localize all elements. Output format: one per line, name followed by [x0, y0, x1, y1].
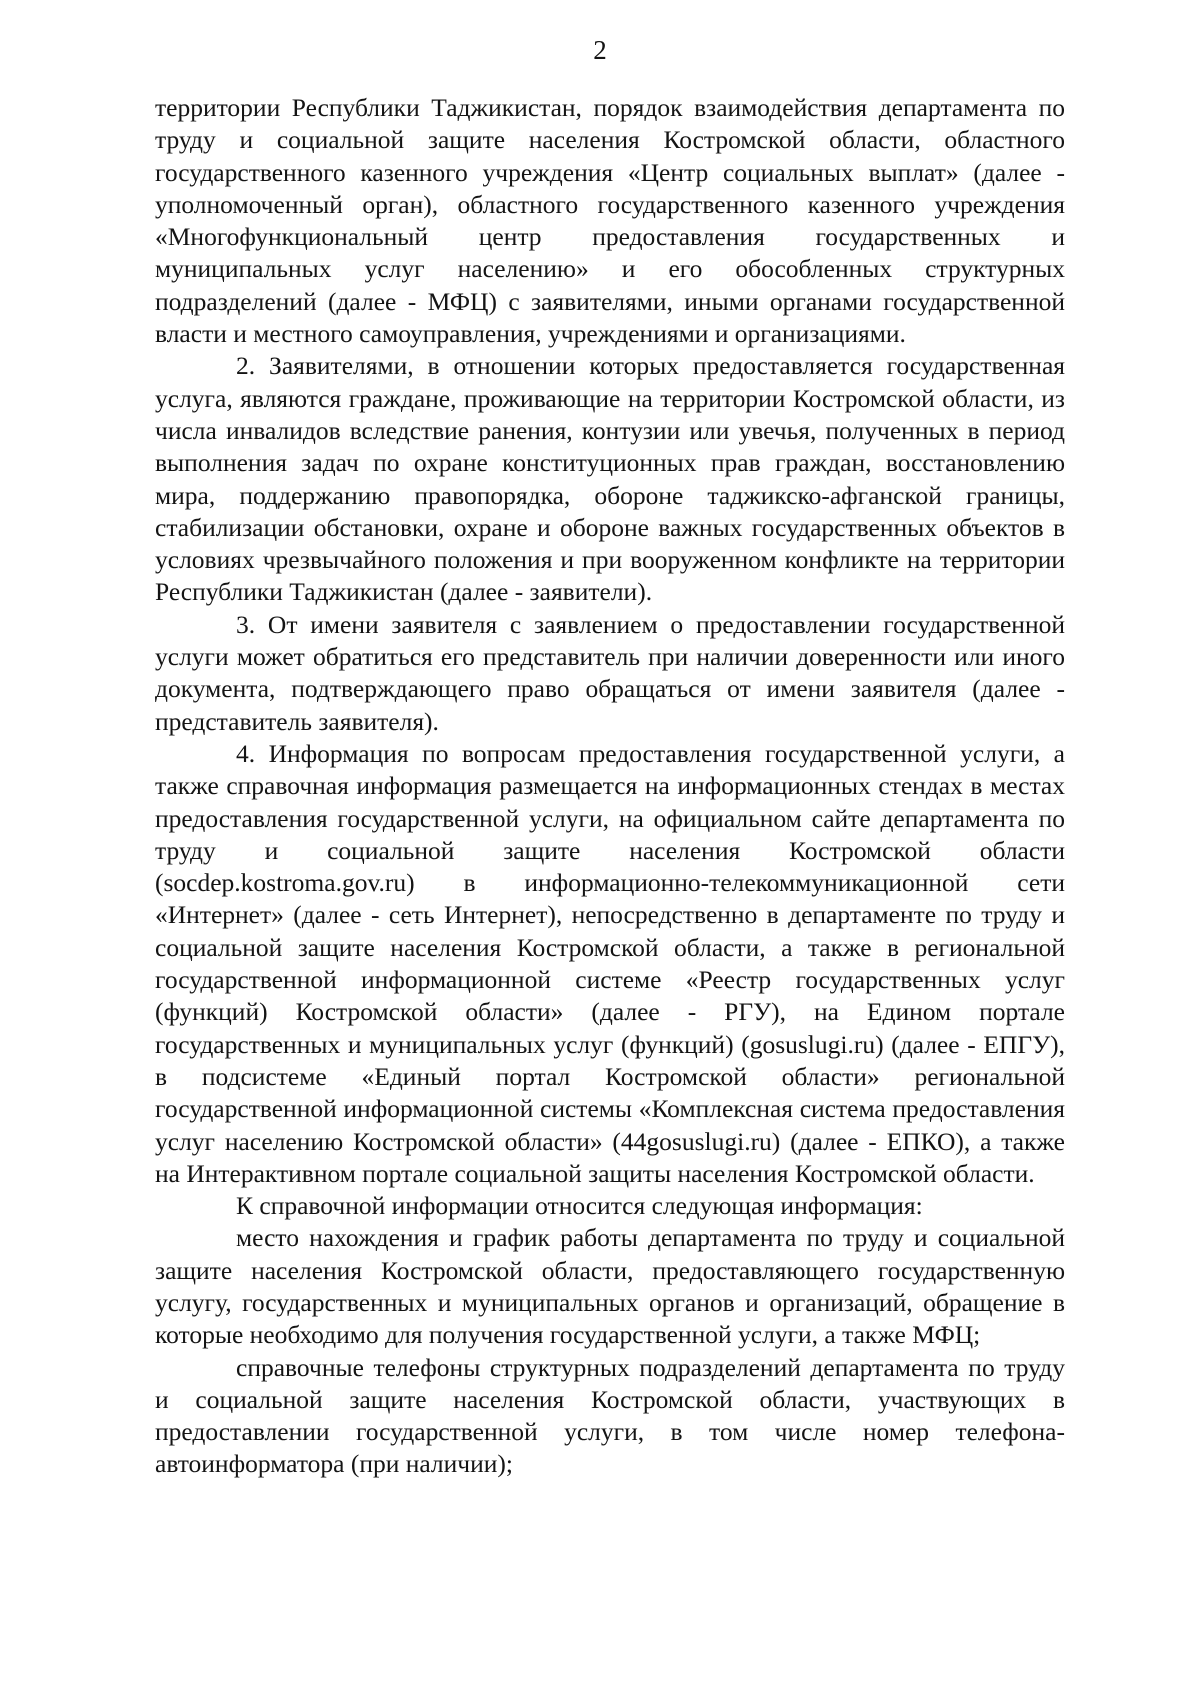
paragraph-phone-numbers: справочные телефоны структурных подразделений департамента по труду и социальной защите населения Костромской области, участвующих в предоставлении государственной услуги, в том числе номер телефона-автоинформатора (при наличии); [155, 1352, 1065, 1479]
paragraph-item-3: 3. От имени заявителя с заявлением о предоставлении государственной услуги может обратиться его представитель при наличии доверенности или иного документа, подтверждающего право обращаться от имени заявителя (далее - представитель заявителя). [155, 609, 1065, 736]
paragraph-item-2: 2. Заявителями, в отношении которых предоставляется государственная услуга, являются граждане, проживающие на территории Костромской области, из числа инвалидов вследствие ранения, контузии или увечья, полученных в период выполнения задач по охране конституционных прав граждан, восстановлению мира, поддержанию правопорядка, обороне таджикско-афганской границы, стабилизации обстановки, охране и обороне важных государственных объектов в условиях чрезвычайного положения и при вооруженном конфликте на территории Республики Таджикистан (далее - заявители). [155, 351, 1065, 607]
paragraph-location-schedule: место нахождения и график работы департамента по труду и социальной защите населения Костромской области, предоставляющего государственную услугу, государственных и муниципальных органов и организаций, обращение в которые необходимо для получения государственной услуги, а также МФЦ; [155, 1223, 1065, 1350]
paragraph-reference-intro: К справочной информации относится следующая информация: [236, 1191, 923, 1221]
document-body [155, 92, 1065, 1481]
paragraph-continuation: территории Республики Таджикистан, порядок взаимодействия департамента по труду и социальной защите населения Костромской области, областного государственного казенного учреждения «Центр социальных выплат» (далее - уполномоченный орган), областного государственного казенного учреждения «Многофункциональный центр предоставления государственных и муниципальных услуг населению» и его обособленных структурных подразделений (далее - МФЦ) с заявителями, иными органами государственной власти и местного самоуправления, учреждениями и организациями. [155, 93, 1065, 349]
paragraph-item-4: 4. Информация по вопросам предоставления государственной услуги, а также справочная информация размещается на информационных стендах в местах предоставления государственной услуги, на официальном сайте департамента по труду и социальной защите населения Костромской области (socdep.kostroma.gov.ru) в информационно-телекоммуникационной сети «Интернет» (далее - сеть Интернет), непосредственно в департаменте по труду и социальной защите населения Костромской области, а также в региональной государственной информационной системе «Реестр государственных услуг (функций) Костромской области» (далее - РГУ), на Едином портале государственных и муниципальных услуг (функций) (gosuslugi.ru) (далее - ЕПГУ), в подсистеме «Единый портал Костромской области» региональной государственной информационной системы «Комплексная система предоставления услуг населению Костромской области» (44gosuslugi.ru) (далее - ЕПКО), а также на Интерактивном портале социальной защиты населения Костромской области. [155, 738, 1065, 1188]
page-number: 2 [593, 35, 607, 65]
